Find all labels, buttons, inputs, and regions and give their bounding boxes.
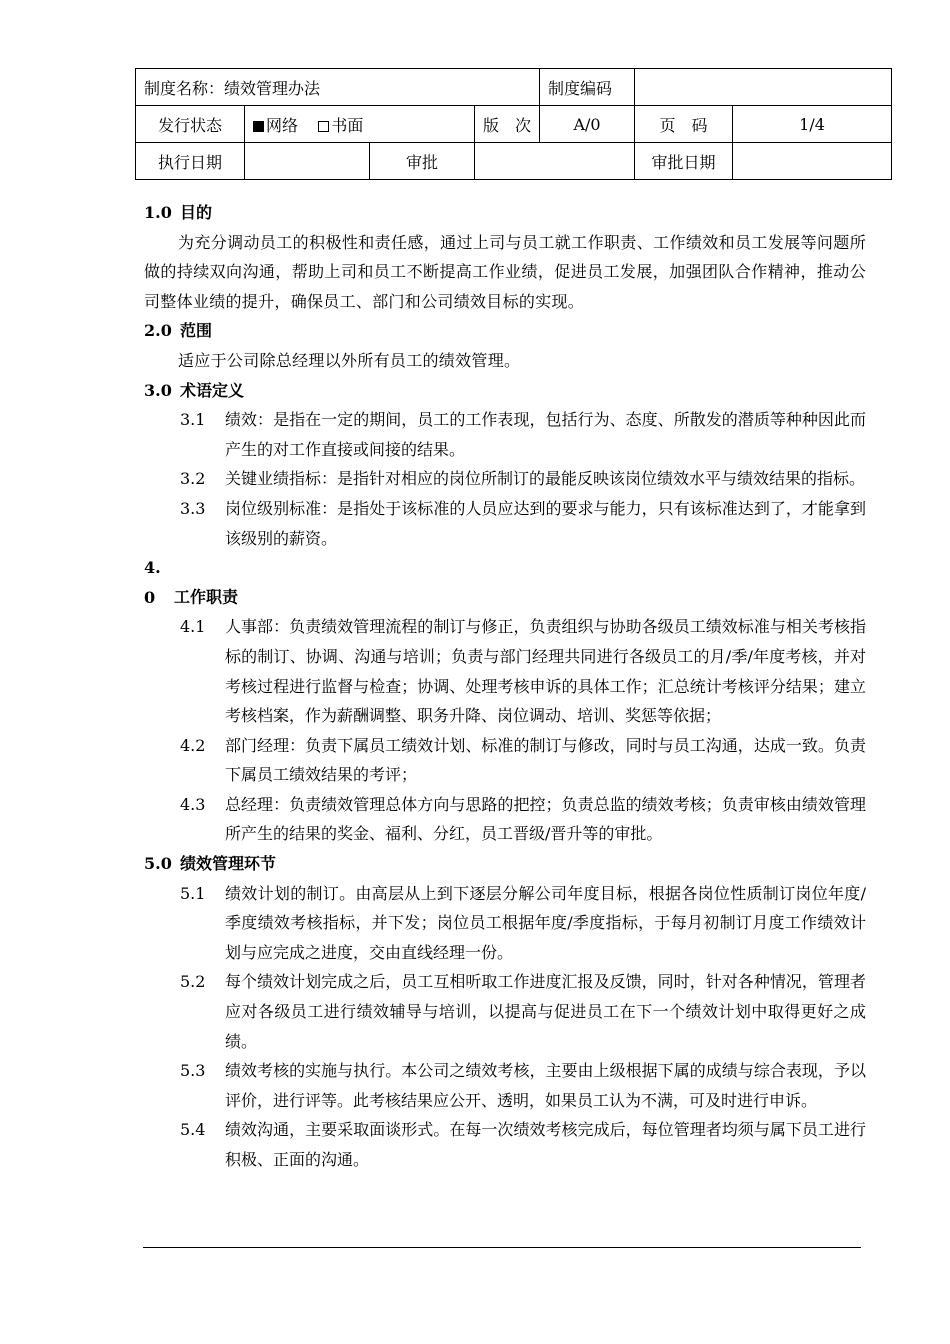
item-text: 绩效计划的制订。由高层从上到下逐层分解公司年度目标，根据各岗位性质制订岗位年度/季度绩效考核指标，并下发；岗位员工根据年度/季度指标，于每月初制订月度工作绩效计划与应完成之进度，交由直线经理一份。: [225, 883, 866, 962]
list-item: [180, 612, 866, 730]
header-row-2: [136, 106, 892, 143]
item-text: 总经理：负责绩效管理总体方向与思路的把控；负责总监的绩效考核；负责审核由绩效管理所产生的结果的奖金、福利、分红，员工晋级/晋升等的审批。: [225, 794, 866, 844]
section-title: 术语定义: [180, 380, 245, 400]
section-heading: [144, 849, 866, 879]
page-value: 1/4: [733, 106, 892, 143]
header-row-1: [136, 69, 892, 106]
section-title: 绩效管理环节: [180, 854, 277, 874]
release-status-label: 发行状态: [136, 106, 245, 143]
status-option-network: 网络: [266, 115, 299, 135]
approve-label: 审批: [370, 143, 475, 180]
section-number: 4. 0: [144, 558, 161, 607]
exec-date-label: 执行日期: [136, 143, 245, 180]
item-text: 人事部：负责绩效管理流程的制订与修正，负责组织与协助各级员工绩效标准与相关考核指标的制订、协调、沟通与培训；负责与部门经理共同进行各级员工的月/季/年度考核，并对考核过程进行监督与检查；协调、处理考核申诉的具体工作；汇总统计考核评分结果；建立考核档案，作为薪酬调整、职务升降、岗位调动、培训、奖惩等依据；: [225, 617, 866, 726]
item-number: 5.3: [180, 1061, 206, 1081]
item-number: 5.4: [180, 1120, 206, 1140]
section-heading: [144, 316, 866, 346]
header-row-3: [136, 143, 892, 180]
list-item: [180, 1056, 866, 1115]
item-number: 5.1: [180, 883, 206, 903]
section-title: 目的: [180, 203, 213, 222]
item-text: 绩效：是指在一定的期间，员工的工作表现，包括行为、态度、所散发的潜质等种种因此而产生的对工作直接或间接的结果。: [225, 410, 866, 459]
section-heading: [144, 553, 866, 612]
policy-name-cell: 制度名称：绩效管理办法: [136, 69, 540, 106]
version-label: 版 次: [475, 106, 540, 143]
section-paragraph: 适应于公司除总经理以外所有员工的绩效管理。: [178, 350, 521, 370]
document-body: [140, 198, 866, 1175]
section-number: 1.0: [144, 203, 172, 222]
item-text: 部门经理：负责下属员工绩效计划、标准的制订与修改，同时与员工沟通，达成一致。负责下属员工绩效结果的考评；: [225, 735, 866, 785]
section-heading: [144, 376, 866, 406]
item-number: 4.3: [180, 794, 206, 814]
page-label: 页 码: [635, 106, 733, 143]
list-item: [180, 967, 866, 1056]
section-heading: [144, 198, 866, 228]
section-title: 工作职责: [174, 587, 239, 607]
unchecked-box-icon: [318, 121, 329, 132]
section-paragraph: 为充分调动员工的积极性和责任感，通过上司与员工就工作职责、工作绩效和员工发展等问题所做的持续双向沟通，帮助上司和员工不断提高工作业绩，促进员工发展，加强团队合作精神，推动公司整体业绩的提升，确保员工、部门和公司绩效目标的实现。: [144, 232, 866, 311]
item-text: 岗位级别标准：是指处于该标准的人员应达到的要求与能力，只有该标准达到了，才能拿到该级别的薪资。: [225, 498, 866, 548]
list-item: [180, 790, 866, 849]
list-item: [180, 879, 866, 968]
list-item: [180, 405, 866, 464]
list-item: [180, 464, 866, 494]
approve-value: [475, 143, 635, 180]
list-item: [180, 494, 866, 553]
policy-code-label: 制度编码: [540, 69, 635, 106]
item-number: 5.2: [180, 972, 206, 992]
item-text: 绩效沟通，主要采取面谈形式。在每一次绩效考核完成后，每位管理者均须与属下员工进行积极、正面的沟通。: [225, 1120, 866, 1169]
item-text: 每个绩效计划完成之后，员工互相听取工作进度汇报及反馈，同时，针对各种情况，管理者应对各级员工进行绩效辅导与培训，以提高与促进员工在下一个绩效计划中取得更好之成绩。: [225, 972, 866, 1051]
version-value: A/0: [540, 106, 635, 143]
item-number: 3.2: [180, 469, 206, 489]
approve-date-label: 审批日期: [635, 143, 733, 180]
checked-box-icon: [253, 121, 264, 132]
document-header-table: [135, 68, 892, 180]
list-item: [180, 731, 866, 790]
policy-code-value: [635, 69, 892, 106]
status-option-paper: 书面: [331, 115, 364, 135]
section-number: 2.0: [144, 321, 172, 341]
item-number: 3.3: [180, 498, 206, 518]
exec-date-value: [245, 143, 370, 180]
item-text: 绩效考核的实施与执行。本公司之绩效考核，主要由上级根据下属的成绩与综合表现，予以评价，进行评等。此考核结果应公开、透明，如果员工认为不满，可及时进行申诉。: [225, 1061, 866, 1110]
section-number: 3.0: [144, 380, 172, 400]
section-title: 范围: [180, 321, 213, 341]
release-status-options: [245, 106, 475, 143]
item-number: 3.1: [180, 410, 206, 430]
footer-divider: [143, 1247, 861, 1248]
approve-date-value: [733, 143, 892, 180]
item-text: 关键业绩指标：是指针对相应的岗位所制订的最能反映该岗位绩效水平与绩效结果的指标。: [225, 469, 866, 489]
list-item: [180, 1115, 866, 1174]
item-number: 4.1: [180, 617, 206, 637]
section-number: 5.0: [144, 854, 172, 874]
item-number: 4.2: [180, 735, 206, 755]
